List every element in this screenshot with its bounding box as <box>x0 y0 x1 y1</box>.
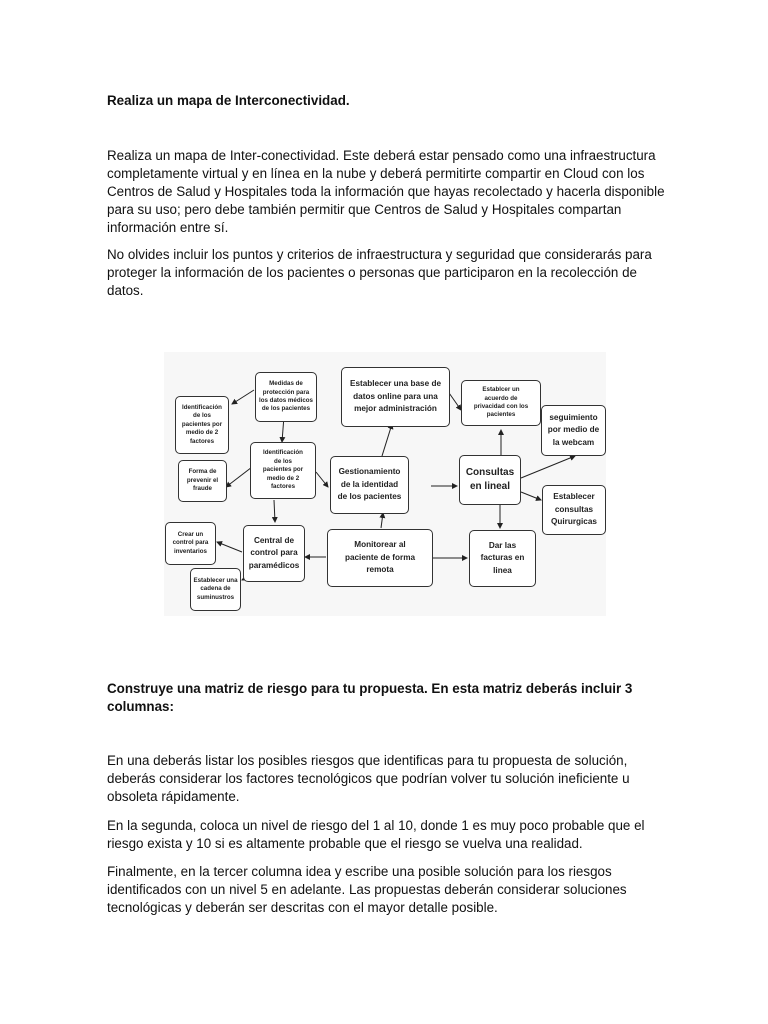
node-acuerdo: Establcer un acuerdo de privacidad con los pacientes <box>461 380 541 426</box>
node-gestionamiento: Gestionamiento de la identidad de los pacientes <box>330 456 409 514</box>
arrow-consultas-to-seguimiento <box>521 456 575 478</box>
section2-title: Construye una matriz de riesgo para tu propuesta. En esta matriz deberás incluir 3 columnas: <box>107 681 633 714</box>
arrow-gestion-to-base <box>382 424 392 456</box>
node-identificacion-center: Identificación de los pacientes por medio de 2 factores <box>250 442 316 499</box>
section1-title: Realiza un mapa de Interconectividad. <box>107 93 350 108</box>
node-base-datos: Establecer una base de datos online para una mejor administración <box>341 367 450 427</box>
node-identificacion-left: Identificación de los pacientes por medio de 2 factores <box>175 396 229 454</box>
node-crear: Crear un control para inventarios <box>165 522 216 565</box>
node-cadena: Establecer una cadena de suminustros <box>190 568 241 611</box>
arrow-id-center-to-central <box>274 500 275 522</box>
node-seguimiento: seguimiento por medio de la webcam <box>541 405 606 456</box>
node-forma: Forma de prevenir el fraude <box>178 460 227 502</box>
arrow-monitorear-to-gestion <box>381 513 383 528</box>
node-central: Central de control para paramédicos <box>243 525 305 582</box>
section1-paragraph-1: Realiza un mapa de Inter-conectividad. Este deberá estar pensado como una infraestructura completamente virtual y en línea en la nube y deberá permitirte compartir en Cloud con los Centros de Salud y Hospitales toda la información que hayas recolectado y hacerla disponible para su uso; pero debe también permitir que Centros de Salud y Hospitales compartan información entre sí. <box>107 148 665 235</box>
section2-paragraph-3: Finalmente, en la tercer columna idea y escribe una posible solución para los riesgos identificados con un nivel 5 en adelante. Las propuestas deberán considerar soluciones tecnológicas y deberán ser descritas con el mayor detalle posible. <box>107 864 627 915</box>
arrow-consultas-to-quirurgicas <box>521 492 541 500</box>
section2-paragraph-2: En la segunda, coloca un nivel de riesgo del 1 al 10, donde 1 es muy poco probable que el riesgo exista y 10 si es altamente probable que el riesgo se vuelva una realidad. <box>107 818 645 851</box>
arrow-central-to-crear <box>217 542 242 552</box>
arrow-id-center-to-gestion <box>316 472 328 487</box>
section2-paragraph-1: En una deberás listar los posibles riesgos que identificas para tu propuesta de solución, deberás considerar los factores tecnológicos que podrían volver tu solución ineficiente u obsoleta rápidamente. <box>107 753 630 804</box>
node-monitorear: Monitorear al paciente de forma remota <box>327 529 433 587</box>
interconnectivity-diagram <box>164 352 606 616</box>
node-quirurgicas: Establecer consultas Quirurgicas <box>542 485 606 535</box>
node-medidas: Medidas de protección para los datos médicos de los pacientes <box>255 372 317 422</box>
section1-paragraph-2: No olvides incluir los puntos y criterios de infraestructura y seguridad que considerarás para proteger la información de los pacientes o personas que participaron en la recolección de datos. <box>107 247 652 298</box>
node-facturas: Dar las facturas en linea <box>469 530 536 587</box>
arrow-medidas-to-id-left <box>232 390 254 404</box>
node-consultas: Consultas en lineal <box>459 455 521 505</box>
